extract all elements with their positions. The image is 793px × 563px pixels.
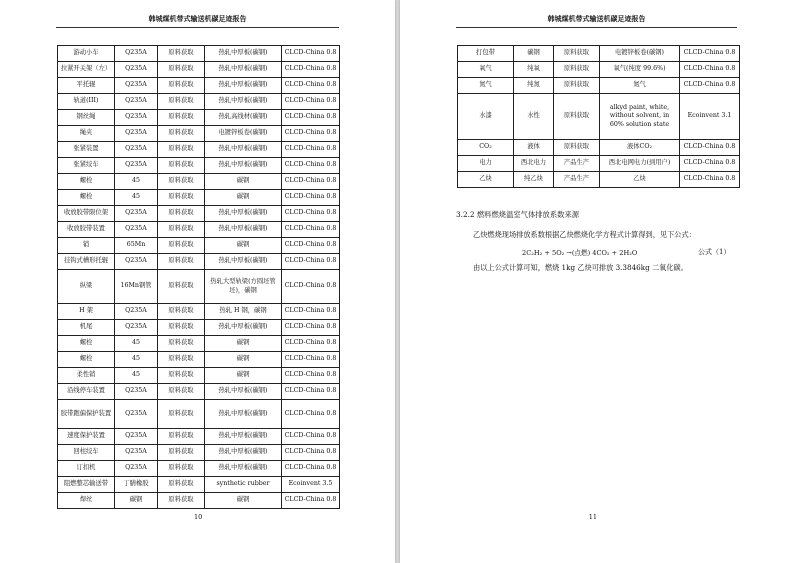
table-cell: 原料获取 [158,206,205,222]
table-cell: 原料获取 [158,400,205,429]
table-row [58,238,340,254]
table-cell: 产品生产 [554,156,600,172]
table-cell: 乙炔 [458,172,514,188]
table-cell: alkyd paint, white, without solvent, in 60% solution state [600,94,680,140]
table-cell: 丁腈橡胶 [115,477,158,493]
table-row [58,352,340,368]
table-row [58,493,340,509]
table-cell: Q235A [115,126,158,142]
page-number: 10 [194,513,203,521]
table-cell: 45 [115,368,158,384]
table-row [58,461,340,477]
table-cell: CLCD-China 0.8 [282,110,340,126]
table-cell: 碳钢 [115,493,158,509]
table-cell: 纯氮 [514,78,554,94]
table-cell: 原料获取 [554,78,600,94]
table-cell: 氮气 [600,78,680,94]
table-cell: CLCD-China 0.8 [282,46,340,62]
table-cell: 原料获取 [554,94,600,140]
table-cell: 热轧中厚板(碳钢) [205,62,282,78]
table-cell: 绳夹 [58,126,115,142]
table-cell: 原料获取 [158,174,205,190]
table-cell: 电镀锌板卷(碳钢) [600,46,680,62]
table-cell: CO₂ [458,140,514,156]
table-row [58,254,340,270]
table-cell: CLCD-China 0.8 [282,94,340,110]
table-cell: CLCD-China 0.8 [680,78,740,94]
table-cell: 碳钢 [205,238,282,254]
table-cell: 热轧中厚板(碳钢) [205,445,282,461]
table-row [58,110,340,126]
table-cell: CLCD-China 0.8 [680,62,740,78]
table-cell: Q235A [115,320,158,336]
table-row [458,62,740,78]
table-cell: Q235A [115,461,158,477]
table-cell: 碳钢 [205,493,282,509]
table-cell: 产品生产 [554,172,600,188]
table-cell: 碳钢 [205,368,282,384]
table-cell: 纵梁 [58,270,115,304]
table-cell: 游动小车 [58,46,115,62]
table-cell: 原料获取 [158,477,205,493]
table-cell: Q235A [115,400,158,429]
table-cell: Q235A [115,384,158,400]
page-header: 韩城煤机带式输送机碳足迹报告 [56,14,339,28]
table-cell: CLCD-China 0.8 [282,384,340,400]
table-cell: 液体CO₂ [600,140,680,156]
table-row [58,320,340,336]
table-row [458,156,740,172]
table-cell: CLCD-China 0.8 [680,46,740,62]
table-cell: 碳钢 [205,336,282,352]
table-cell: CLCD-China 0.8 [680,172,740,188]
table-cell: 螺栓 [58,174,115,190]
table-cell: CLCD-China 0.8 [282,493,340,509]
table-cell: 张紧绞车 [58,158,115,174]
table-cell: 原料获取 [158,158,205,174]
table-cell: CLCD-China 0.8 [680,156,740,172]
table-cell: 原料获取 [158,320,205,336]
table-cell: 电镀锌板卷(碳钢) [205,126,282,142]
table-cell: 原料获取 [158,445,205,461]
formula-label: 公式（1） [698,248,731,256]
table-row [58,158,340,174]
table-cell: 原料获取 [158,142,205,158]
table-row [58,206,340,222]
table-cell: 氧气(纯度 99.6%) [600,62,680,78]
table-cell: 柔性销 [58,368,115,384]
table-row [58,270,340,304]
table-cell: Q235A [115,304,158,320]
table-cell: 拉紧开关架（左） [58,62,115,78]
table-cell: 机尾 [58,320,115,336]
table-cell: 原料获取 [554,62,600,78]
table-cell: 焊丝 [58,493,115,509]
table-cell: 原料获取 [158,94,205,110]
table-cell: 热轧中厚板(碳钢) [205,158,282,174]
table-cell: 原料获取 [158,78,205,94]
table-cell: 收放胶带装置 [58,222,115,238]
section-title: 3.2.2 燃料燃烧温室气体排放系数来源 [456,210,580,219]
paragraph: 乙炔燃烧现场排放系数根据乙炔燃烧化学方程式计算得到，见下公式： [473,230,696,239]
table-cell: CLCD-China 0.8 [282,126,340,142]
table-cell: 碳钢 [205,352,282,368]
table-cell: CLCD-China 0.8 [282,190,340,206]
table-cell: 热轧中厚板(碳钢) [205,400,282,429]
table-row [58,142,340,158]
table-cell: CLCD-China 0.8 [282,142,340,158]
table-row [58,126,340,142]
table-cell: 挂钩式槽形托辊 [58,254,115,270]
table-row [458,172,740,188]
table-cell: 西北电网电力(到用户) [600,156,680,172]
table-cell: 热轧中厚板(碳钢) [205,142,282,158]
materials-table-left [57,45,340,509]
document-page-left [0,0,395,563]
table-cell: Q235A [115,94,158,110]
table-cell: CLCD-China 0.8 [282,270,340,304]
materials-table-right [457,45,740,188]
table-cell: CLCD-China 0.8 [282,62,340,78]
table-cell: 回柱绞车 [58,445,115,461]
table-cell: 热轧中厚板(碳钢) [205,94,282,110]
table-cell: CLCD-China 0.8 [680,140,740,156]
table-cell: CLCD-China 0.8 [282,429,340,445]
table-row [58,78,340,94]
table-cell: CLCD-China 0.8 [282,174,340,190]
table-cell: 45 [115,190,158,206]
table-cell: 热轧 H 钢，碳钢 [205,304,282,320]
table-row [58,94,340,110]
table-row [58,62,340,78]
table-cell: CLCD-China 0.8 [282,304,340,320]
table-cell: 原料获取 [158,368,205,384]
table-cell: CLCD-China 0.8 [282,222,340,238]
table-row [58,304,340,320]
page-header: 韩城煤机带式输送机碳足迹报告 [456,14,737,28]
table-cell: 原料获取 [158,304,205,320]
table-cell: 原料获取 [158,352,205,368]
table-cell: CLCD-China 0.8 [282,368,340,384]
table-row [458,94,740,140]
table-cell: 原料获取 [158,110,205,126]
table-cell: 16Mn钢管 [115,270,158,304]
table-cell: 平托辊 [58,78,115,94]
table-cell: 原料获取 [158,429,205,445]
table-cell: 水漆 [458,94,514,140]
table-cell: 碳钢 [205,190,282,206]
table-row [58,190,340,206]
table-cell: 阻燃整芯输送带 [58,477,115,493]
table-cell: 原料获取 [158,493,205,509]
table-cell: 原料获取 [158,62,205,78]
table-cell: 氧气 [458,62,514,78]
table-cell: CLCD-China 0.8 [282,352,340,368]
table-cell: Q235A [115,429,158,445]
table-cell: 热轧中厚板(碳钢) [205,222,282,238]
table-cell: 液体 [514,140,554,156]
table-cell: 65Mn [115,238,158,254]
table-cell: 西北电力 [514,156,554,172]
table-cell: 销 [58,238,115,254]
table-cell: 热轧中厚板(碳钢) [205,384,282,400]
table-cell: CLCD-China 0.8 [282,158,340,174]
table-cell: 纯乙炔 [514,172,554,188]
table-row [58,336,340,352]
table-cell: Q235A [115,110,158,126]
table-cell: 热轧中厚板(碳钢) [205,46,282,62]
table-row [58,174,340,190]
table-cell: 原料获取 [158,461,205,477]
table-row [58,477,340,493]
table-cell: 热轧中厚板(碳钢) [205,461,282,477]
table-cell: Q235A [115,46,158,62]
table-cell: 钢丝绳 [58,110,115,126]
table-cell: CLCD-China 0.8 [282,336,340,352]
table-cell: 热轧中厚板(碳钢) [205,78,282,94]
table-cell: Ecoinvent 3.1 [680,94,740,140]
table-row [58,222,340,238]
table-cell: 氮气 [458,78,514,94]
table-row [458,46,740,62]
table-cell: 碳钢 [205,174,282,190]
table-cell: 张紧装置 [58,142,115,158]
chemical-formula: 2C₂H₂ + 5O₂ →(点燃) 4CO₂ + 2H₂O [522,249,638,257]
page-number: 11 [588,513,597,521]
table-row [58,400,340,429]
table-cell: 原料获取 [158,336,205,352]
table-cell: 热轧高线材(碳钢) [205,110,282,126]
table-cell: 纯氧 [514,62,554,78]
table-cell: Q235A [115,62,158,78]
table-cell: 热轧大型轨梁(方圆坯管坯)，碳钢 [205,270,282,304]
table-cell: Q235A [115,445,158,461]
table-cell: 45 [115,352,158,368]
table-cell: Ecoinvent 3.5 [282,477,340,493]
table-cell: 收放胶带限位架 [58,206,115,222]
table-cell: 原料获取 [158,190,205,206]
table-cell: 螺栓 [58,190,115,206]
table-cell: H 架 [58,304,115,320]
table-cell: CLCD-China 0.8 [282,400,340,429]
table-cell: CLCD-China 0.8 [282,206,340,222]
table-row [458,140,740,156]
table-cell: 原料获取 [158,222,205,238]
table-cell: 沿线停车装置 [58,384,115,400]
table-cell: Q235A [115,254,158,270]
table-cell: Q235A [115,78,158,94]
table-cell: 螺栓 [58,336,115,352]
table-cell: 轨道(III) [58,94,115,110]
table-cell: 原料获取 [158,126,205,142]
table-cell: 乙炔 [600,172,680,188]
table-cell: 原料获取 [158,238,205,254]
table-cell: 胶带跑偏保护装置 [58,400,115,429]
table-cell: 水性 [514,94,554,140]
table-cell: 原料获取 [158,384,205,400]
table-cell: CLCD-China 0.8 [282,254,340,270]
table-cell: 碳钢 [514,46,554,62]
table-cell: 螺栓 [58,352,115,368]
table-cell: Q235A [115,206,158,222]
table-row [58,429,340,445]
table-cell: 打包带 [458,46,514,62]
table-cell: CLCD-China 0.8 [282,320,340,336]
table-cell: 热轧中厚板(碳钢) [205,206,282,222]
table-cell: CLCD-China 0.8 [282,445,340,461]
table-cell: 原料获取 [554,46,600,62]
table-cell: 热轧中厚板(碳钢) [205,320,282,336]
table-cell: 原料获取 [554,140,600,156]
table-cell: Q235A [115,222,158,238]
table-cell: CLCD-China 0.8 [282,78,340,94]
table-row [58,368,340,384]
table-cell: CLCD-China 0.8 [282,238,340,254]
table-cell: CLCD-China 0.8 [282,461,340,477]
table-cell: 原料获取 [158,46,205,62]
table-cell: Q235A [115,158,158,174]
table-row [458,78,740,94]
table-cell: 45 [115,336,158,352]
table-cell: 原料获取 [158,254,205,270]
table-cell: 速度保护装置 [58,429,115,445]
table-cell: 订扣机 [58,461,115,477]
table-row [58,445,340,461]
table-cell: Q235A [115,142,158,158]
table-cell: 45 [115,174,158,190]
table-cell: 热轧中厚板(碳钢) [205,254,282,270]
table-cell: 原料获取 [158,270,205,304]
table-cell: synthetic rubber [205,477,282,493]
paragraph: 由以上公式计算可知，燃烧 1kg 乙炔可排放 3.3846kg 二氧化碳。 [473,263,688,272]
table-row [58,46,340,62]
table-cell: 热轧中厚板(碳钢) [205,429,282,445]
table-row [58,384,340,400]
table-cell: 电力 [458,156,514,172]
